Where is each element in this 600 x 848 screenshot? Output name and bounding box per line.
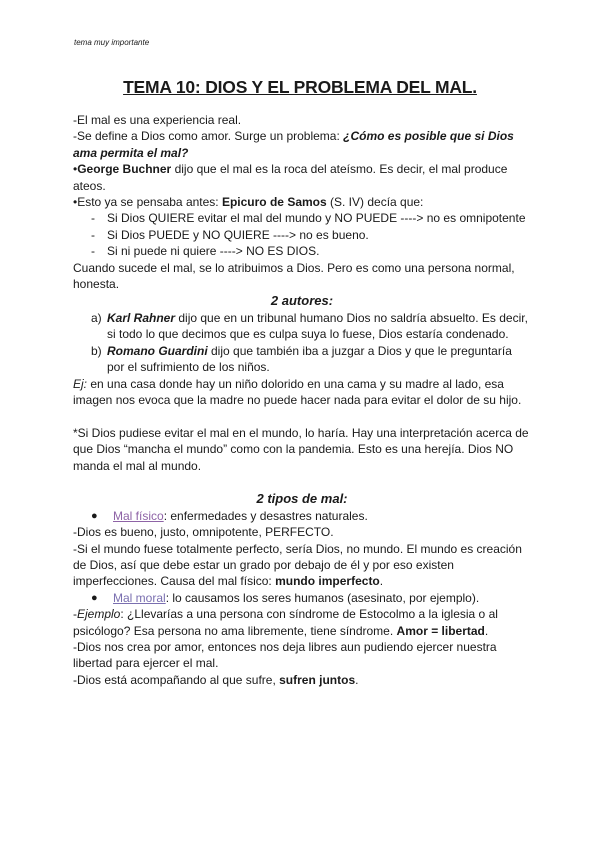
spacer (73, 474, 531, 490)
moral-line-1 (73, 606, 531, 639)
fisico-cause: mundo imperfecto (275, 574, 380, 589)
author-buchner: George Buchner (77, 162, 172, 177)
intro-line-1: -El mal es una experiencia real. (73, 113, 242, 127)
fisico-line-2-end: . (379, 574, 384, 589)
intro-line-4-text: •Esto ya se pensaba antes: (73, 195, 222, 210)
example-label: Ej: (73, 376, 88, 391)
moral-line-3-end: . (355, 672, 359, 687)
moral-example-text: : ¿Llevarías a una persona con síndrome de Estocolmo a la iglesia o al psicólogo? Esa persona no ama libremente, tiene síndrome. (73, 607, 498, 638)
moral-prefix: - (73, 607, 77, 622)
main-question: ¿Cómo es posible que si Dios ama permita el mal? (73, 129, 514, 160)
section-title-autores: 2 autores: (270, 293, 334, 309)
intro-line-2-text: -Se define a Dios como amor. Surge un problema: (73, 129, 344, 144)
list-item (73, 508, 531, 524)
intro-line-5: Cuando sucede el mal, se lo atribuimos a Dios. Pero es como una persona normal, honesta. (73, 260, 515, 292)
amor-libertad: Amor = libertad (396, 623, 485, 638)
mal-fisico-text: : enfermedades y desastres naturales. (163, 508, 368, 523)
intro-line-3 (73, 161, 531, 194)
list-marker: a) (91, 310, 102, 325)
author-epicuro: Epicuro de Samos (221, 195, 327, 210)
moral-line-2: -Dios nos crea por amor, entonces nos deja libres aun pudiendo ejercer nuestra libertad para ejercer el mal. (73, 639, 497, 671)
guardini-text: dijo que también iba a juzgar a Dios y que le preguntaría por el sufrimiento de los niños. (107, 343, 512, 375)
moral-example-label: Ejemplo (77, 607, 121, 622)
mal-fisico-link[interactable]: Mal físico (113, 508, 164, 523)
list-item (73, 590, 531, 606)
fisico-line-2 (73, 541, 531, 590)
list-marker: b) (91, 343, 102, 358)
intro-line-4 (73, 194, 531, 210)
bullet-icon: ● (91, 591, 98, 604)
bullet-icon: ● (91, 509, 98, 522)
bullet-mark: • (73, 162, 78, 177)
buchner-text: dijo que el mal es la roca del ateísmo. Es decir, el mal produce ateos. (73, 162, 508, 193)
fisico-line-1: -Dios es bueno, justo, omnipotente, PERFECTO. (73, 525, 334, 540)
list-item: - Si Dios QUIERE evitar el mal del mundo y NO PUEDE ----> no es omnipotente (73, 210, 531, 226)
list-item (73, 310, 531, 343)
page-title: TEMA 10: DIOS Y EL PROBLEMA DEL MAL. (123, 77, 477, 97)
rahner-text: dijo que en un tribunal humano Dios no saldría absuelto. Es decir, si todo lo que decimos que es culpa suya lo fuese, Dios estaría condenado. (107, 310, 528, 342)
spacer (73, 408, 531, 424)
sufren-juntos: sufren juntos (279, 672, 356, 687)
autores-list (73, 310, 531, 376)
list-item: - Si ni puede ni quiere ----> NO ES DIOS. (73, 243, 531, 259)
moral-line-1-end: . (484, 623, 489, 638)
author-guardini: Romano Guardini (107, 343, 208, 358)
note-paragraph: *Si Dios pudiese evitar el mal en el mundo, lo haría. Hay una interpretación acerca de que Dios “mancha el mundo” como con la pandemia. Esto es una herejía. Dios NO manda el mal al mundo. (73, 425, 529, 473)
epicuro-list (73, 210, 531, 259)
list-item (73, 343, 531, 376)
example-text: en una casa donde hay un niño dolorido en una cama y su madre al lado, esa imagen nos evoca que la madre no puede hacer nada para evitar el dolor de su hijo. (73, 376, 522, 407)
section-title-tipos: 2 tipos de mal: (256, 491, 348, 507)
moral-line-3 (73, 672, 531, 688)
example-line (73, 376, 531, 409)
fisico-line-2-text: -Si el mundo fuese totalmente perfecto, sería Dios, no mundo. El mundo es creación de Dios, así que debe estar un grado por debajo de él y por eso existen imperfecciones. Causa del mal físico: (73, 541, 522, 589)
header-note: tema muy importante (74, 38, 150, 47)
moral-line-3-text: -Dios está acompañando al que sufre, (73, 672, 280, 687)
epicuro-rest: (S. IV) decía que: (326, 195, 424, 210)
document-body (73, 112, 531, 688)
mal-moral-text: : lo causamos los seres humanos (asesinato, por ejemplo). (165, 590, 480, 605)
intro-line-2 (73, 128, 531, 161)
list-item: - Si Dios PUEDE y NO QUIERE ----> no es bueno. (73, 227, 531, 243)
author-rahner: Karl Rahner (107, 310, 176, 325)
mal-moral-link[interactable]: Mal moral (113, 590, 166, 605)
